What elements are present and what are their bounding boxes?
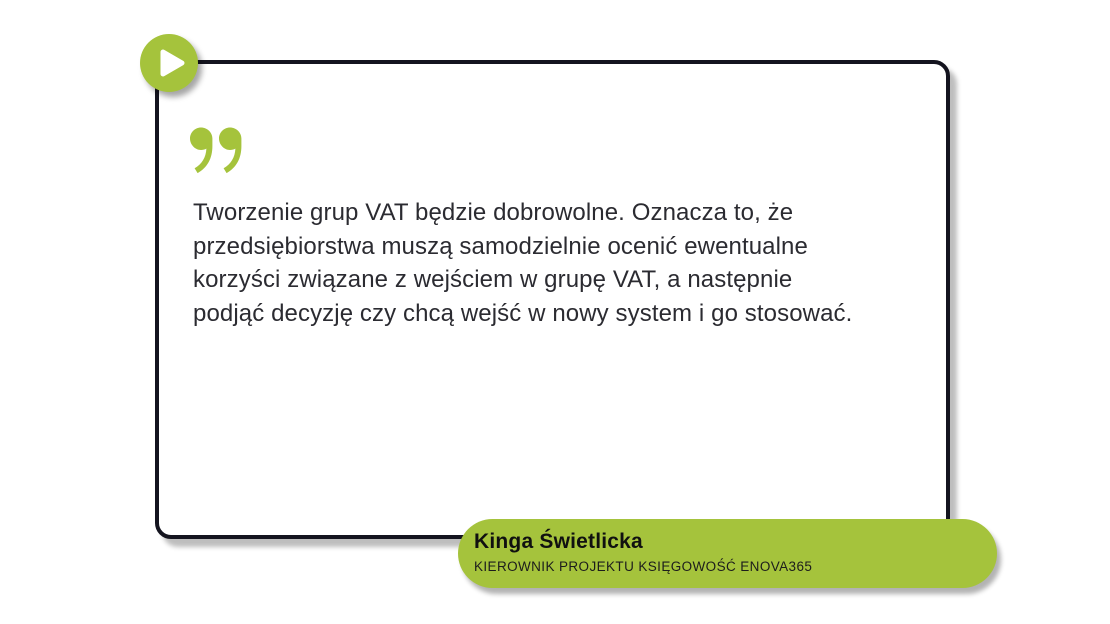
play-icon[interactable] [140,34,198,92]
author-badge [458,519,997,588]
author-title: KIEROWNIK PROJEKTU KSIĘGOWOŚĆ ENOVA365 [474,559,813,574]
quote-line: przedsiębiorstwa muszą samodzielnie ocenić ewentualne [193,232,808,260]
quote-mark-icon [190,127,242,174]
quote-line: Tworzenie grup VAT będzie dobrowolne. Oznacza to, że [193,199,794,226]
author-name: Kinga Świetlicka [474,530,643,553]
quote-line: podjąć decyzję czy chcą wejść w nowy system i go stosować. [193,299,853,327]
quote-text [193,196,873,330]
quote-line: korzyści związane z wejściem w grupę VAT, a następnie [193,266,793,293]
